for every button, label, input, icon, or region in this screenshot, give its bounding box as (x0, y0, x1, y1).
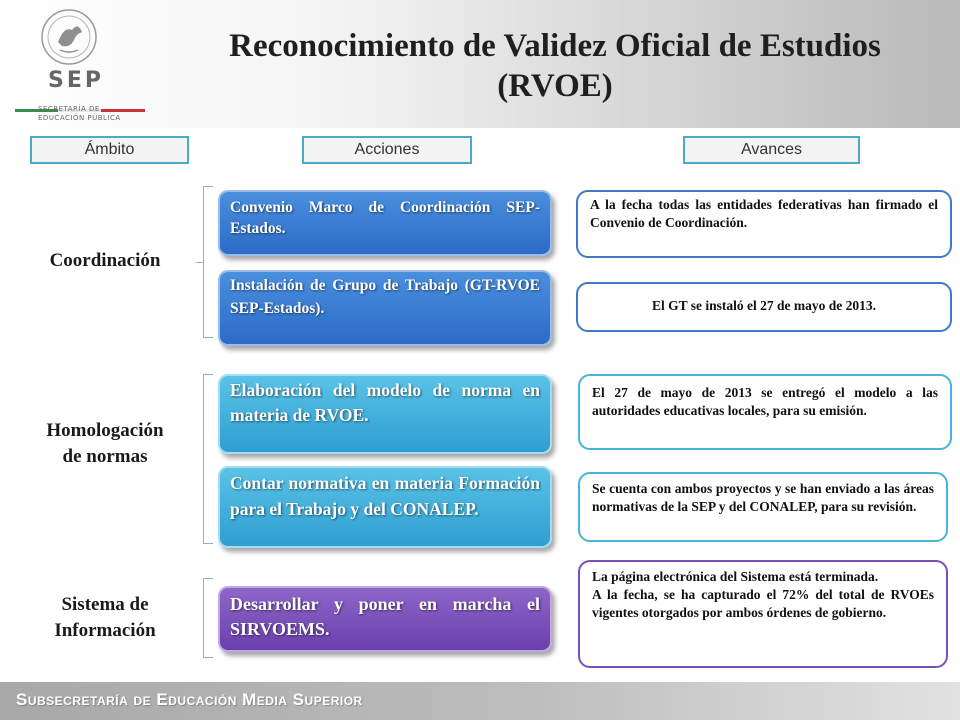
column-header-avances: Avances (683, 136, 860, 164)
accion-sirvoems: Desarrollar y poner en marcha el SIRVOEMS. (218, 586, 552, 652)
column-header-acciones: Acciones (302, 136, 472, 164)
avance-sistema-line-2: A la fecha, se ha capturado el 72% del total de RVOEs vigentes otorgados por ambos órdenes de gobierno. (592, 587, 934, 620)
bracket-coordinacion (203, 186, 213, 338)
header-banner (0, 0, 960, 128)
ambito-coordinacion: Coordinación (49, 250, 161, 271)
ambito-sistema-line-2: Información (54, 620, 156, 641)
page-title (160, 26, 950, 106)
accion-convenio: Convenio Marco de Coordinación SEP-Estados. (218, 190, 552, 256)
title-line-1: Reconocimiento de Validez Oficial de Estudios (229, 28, 881, 64)
bracket-homologacion (203, 374, 213, 544)
ambito-homologacion-line-2: de normas (62, 446, 148, 467)
ambito-homologacion-line-1: Homologación (46, 420, 164, 441)
eagle-seal-icon (40, 8, 98, 66)
column-header-ambito: Ámbito (30, 136, 189, 164)
accion-normativa-conalep: Contar normativa en materia Formación para el Trabajo y del CONALEP. (218, 466, 552, 548)
accion-modelo-norma: Elaboración del modelo de norma en materia de RVOE. (218, 374, 552, 454)
avance-modelo: El 27 de mayo de 2013 se entregó el modelo a las autoridades educativas locales, para su emisión. (578, 374, 952, 450)
logo-line-1: SECRETARÍA DE (38, 105, 100, 113)
sep-logo (10, 6, 160, 122)
footer-bar (0, 682, 960, 720)
ambito-sistema-line-1: Sistema de (61, 594, 149, 615)
ambito-sistema (5, 592, 205, 644)
avance-gt: El GT se instaló el 27 de mayo de 2013. (576, 282, 952, 332)
avance-proyectos: Se cuenta con ambos proyectos y se han enviado a las áreas normativas de la SEP y del CONALEP, para su revisión. (578, 472, 948, 542)
sep-wordmark: SEP (48, 68, 104, 93)
title-line-2: (RVOE) (497, 68, 613, 104)
ambito-homologacion (5, 418, 205, 470)
accion-grupo-trabajo: Instalación de Grupo de Trabajo (GT-RVOE SEP-Estados). (218, 270, 552, 346)
flag-stripe (15, 99, 145, 102)
avance-sistema (578, 560, 948, 668)
avance-convenio: A la fecha todas las entidades federativas han firmado el Convenio de Coordinación. (576, 190, 952, 258)
footer-text: Subsecretaría de Educación Media Superior (16, 690, 363, 709)
logo-line-2: EDUCACIÓN PÚBLICA (38, 114, 121, 122)
bracket-sistema (203, 578, 213, 658)
bracket-tick-coordinacion (196, 262, 204, 263)
avance-sistema-line-1: La página electrónica del Sistema está terminada. (592, 569, 879, 584)
